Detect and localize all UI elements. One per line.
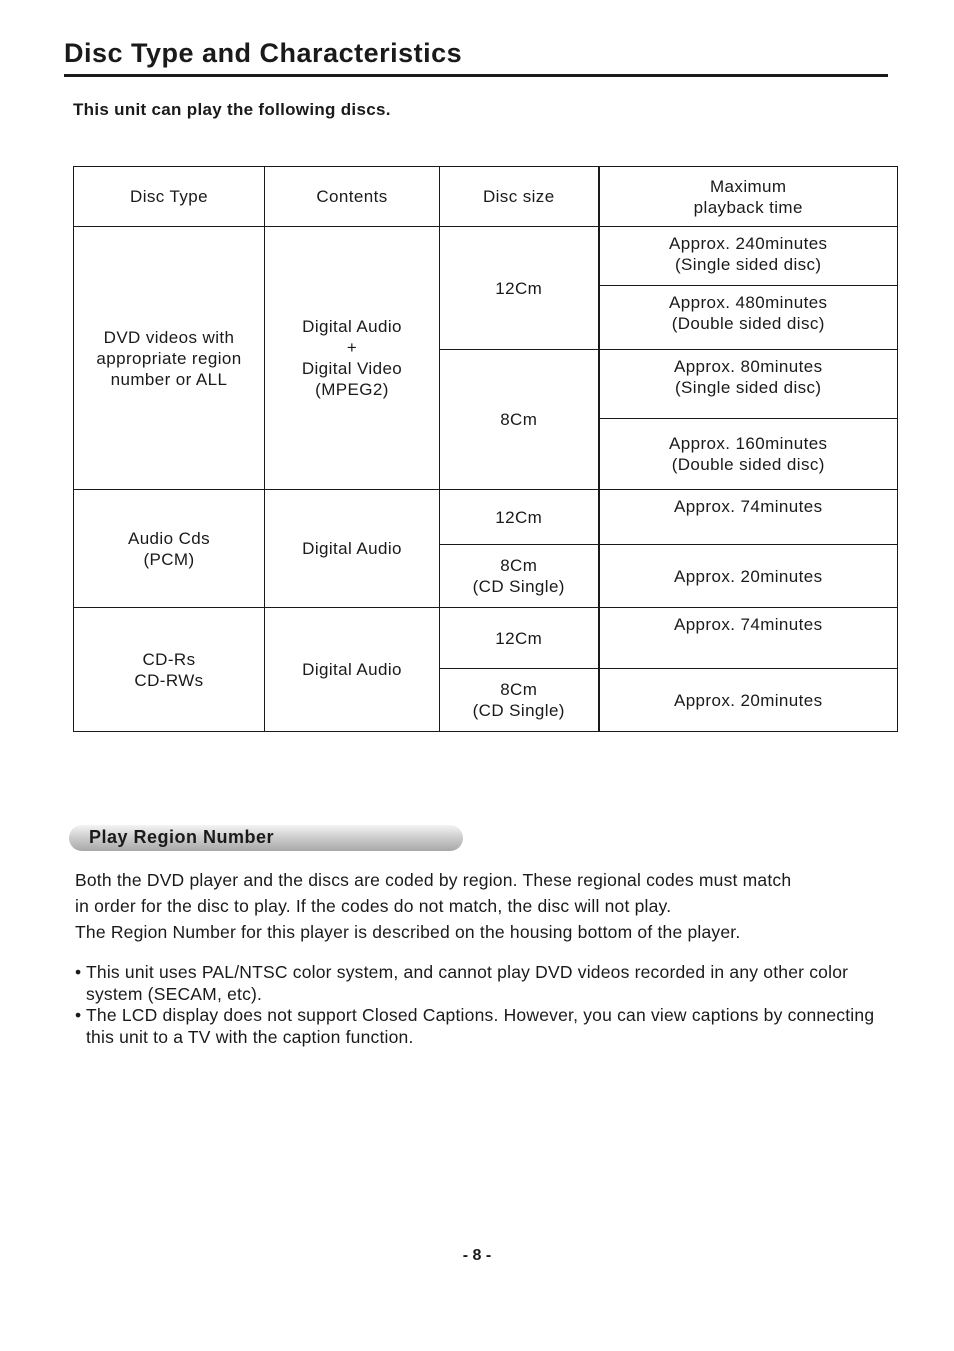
bullet-text: This unit uses PAL/NTSC color system, and cannot play DVD videos recorded in any other color system (SECAM, etc). xyxy=(86,962,849,1004)
list-item xyxy=(75,1005,905,1048)
dvd-time-12-single: Approx. 240minutes (Single sided disc) xyxy=(599,227,898,286)
bullet-icon: • xyxy=(75,962,82,982)
audio-cd-size-8cm: 8Cm (CD Single) xyxy=(440,545,599,608)
cdr-size-12cm: 12Cm xyxy=(440,608,599,669)
bullet-text: The LCD display does not support Closed Captions. However, you can view captions by connecting this unit to a TV with the caption function. xyxy=(86,1005,875,1047)
paragraph-line: Both the DVD player and the discs are coded by region. These regional codes must match xyxy=(75,870,792,890)
bullet-icon: • xyxy=(75,1005,82,1025)
table-row xyxy=(74,227,898,286)
region-heading: Play Region Number xyxy=(89,827,275,847)
dvd-time-8-single: Approx. 80minutes (Single sided disc) xyxy=(599,350,898,419)
cdr-time-12cm: Approx. 74minutes xyxy=(599,608,898,669)
header-contents: Contents xyxy=(265,167,440,227)
cdr-contents: Digital Audio xyxy=(265,608,440,732)
paragraph-line: The Region Number for this player is described on the housing bottom of the player. xyxy=(75,922,741,942)
cdr-size-8cm: 8Cm (CD Single) xyxy=(440,669,599,732)
audio-cd-time-8cm: Approx. 20minutes xyxy=(599,545,898,608)
header-disc-type: Disc Type xyxy=(74,167,265,227)
table-row xyxy=(74,608,898,669)
dvd-time-8-double: Approx. 160minutes (Double sided disc) xyxy=(599,419,898,490)
dvd-time-12-double: Approx. 480minutes (Double sided disc) xyxy=(599,286,898,350)
audio-cd-disc-type: Audio Cds (PCM) xyxy=(74,490,265,608)
list-item xyxy=(75,962,905,1005)
notes-list xyxy=(75,962,905,1048)
title-rule xyxy=(64,74,888,77)
paragraph-line: in order for the disc to play. If the codes do not match, the disc will not play. xyxy=(75,896,672,916)
dvd-size-12cm: 12Cm xyxy=(440,227,599,350)
header-max-playback-time: Maximum playback time xyxy=(599,167,898,227)
page-title: Disc Type and Characteristics xyxy=(64,38,463,68)
header-disc-size: Disc size xyxy=(440,167,599,227)
table-row xyxy=(74,490,898,545)
region-section-header xyxy=(69,825,463,851)
audio-cd-time-12cm: Approx. 74minutes xyxy=(599,490,898,545)
dvd-size-8cm: 8Cm xyxy=(440,350,599,490)
audio-cd-contents: Digital Audio xyxy=(265,490,440,608)
page-number: - 8 - xyxy=(462,1247,492,1264)
region-paragraph xyxy=(75,867,905,945)
cdr-time-8cm: Approx. 20minutes xyxy=(599,669,898,732)
intro-text: This unit can play the following discs. xyxy=(73,100,391,119)
disc-type-table xyxy=(73,166,898,732)
dvd-contents: Digital Audio + Digital Video (MPEG2) xyxy=(265,227,440,490)
dvd-disc-type: DVD videos with appropriate region number or ALL xyxy=(74,227,265,490)
table-header-row xyxy=(74,167,898,227)
cdr-disc-type: CD-Rs CD-RWs xyxy=(74,608,265,732)
audio-cd-size-12cm: 12Cm xyxy=(440,490,599,545)
